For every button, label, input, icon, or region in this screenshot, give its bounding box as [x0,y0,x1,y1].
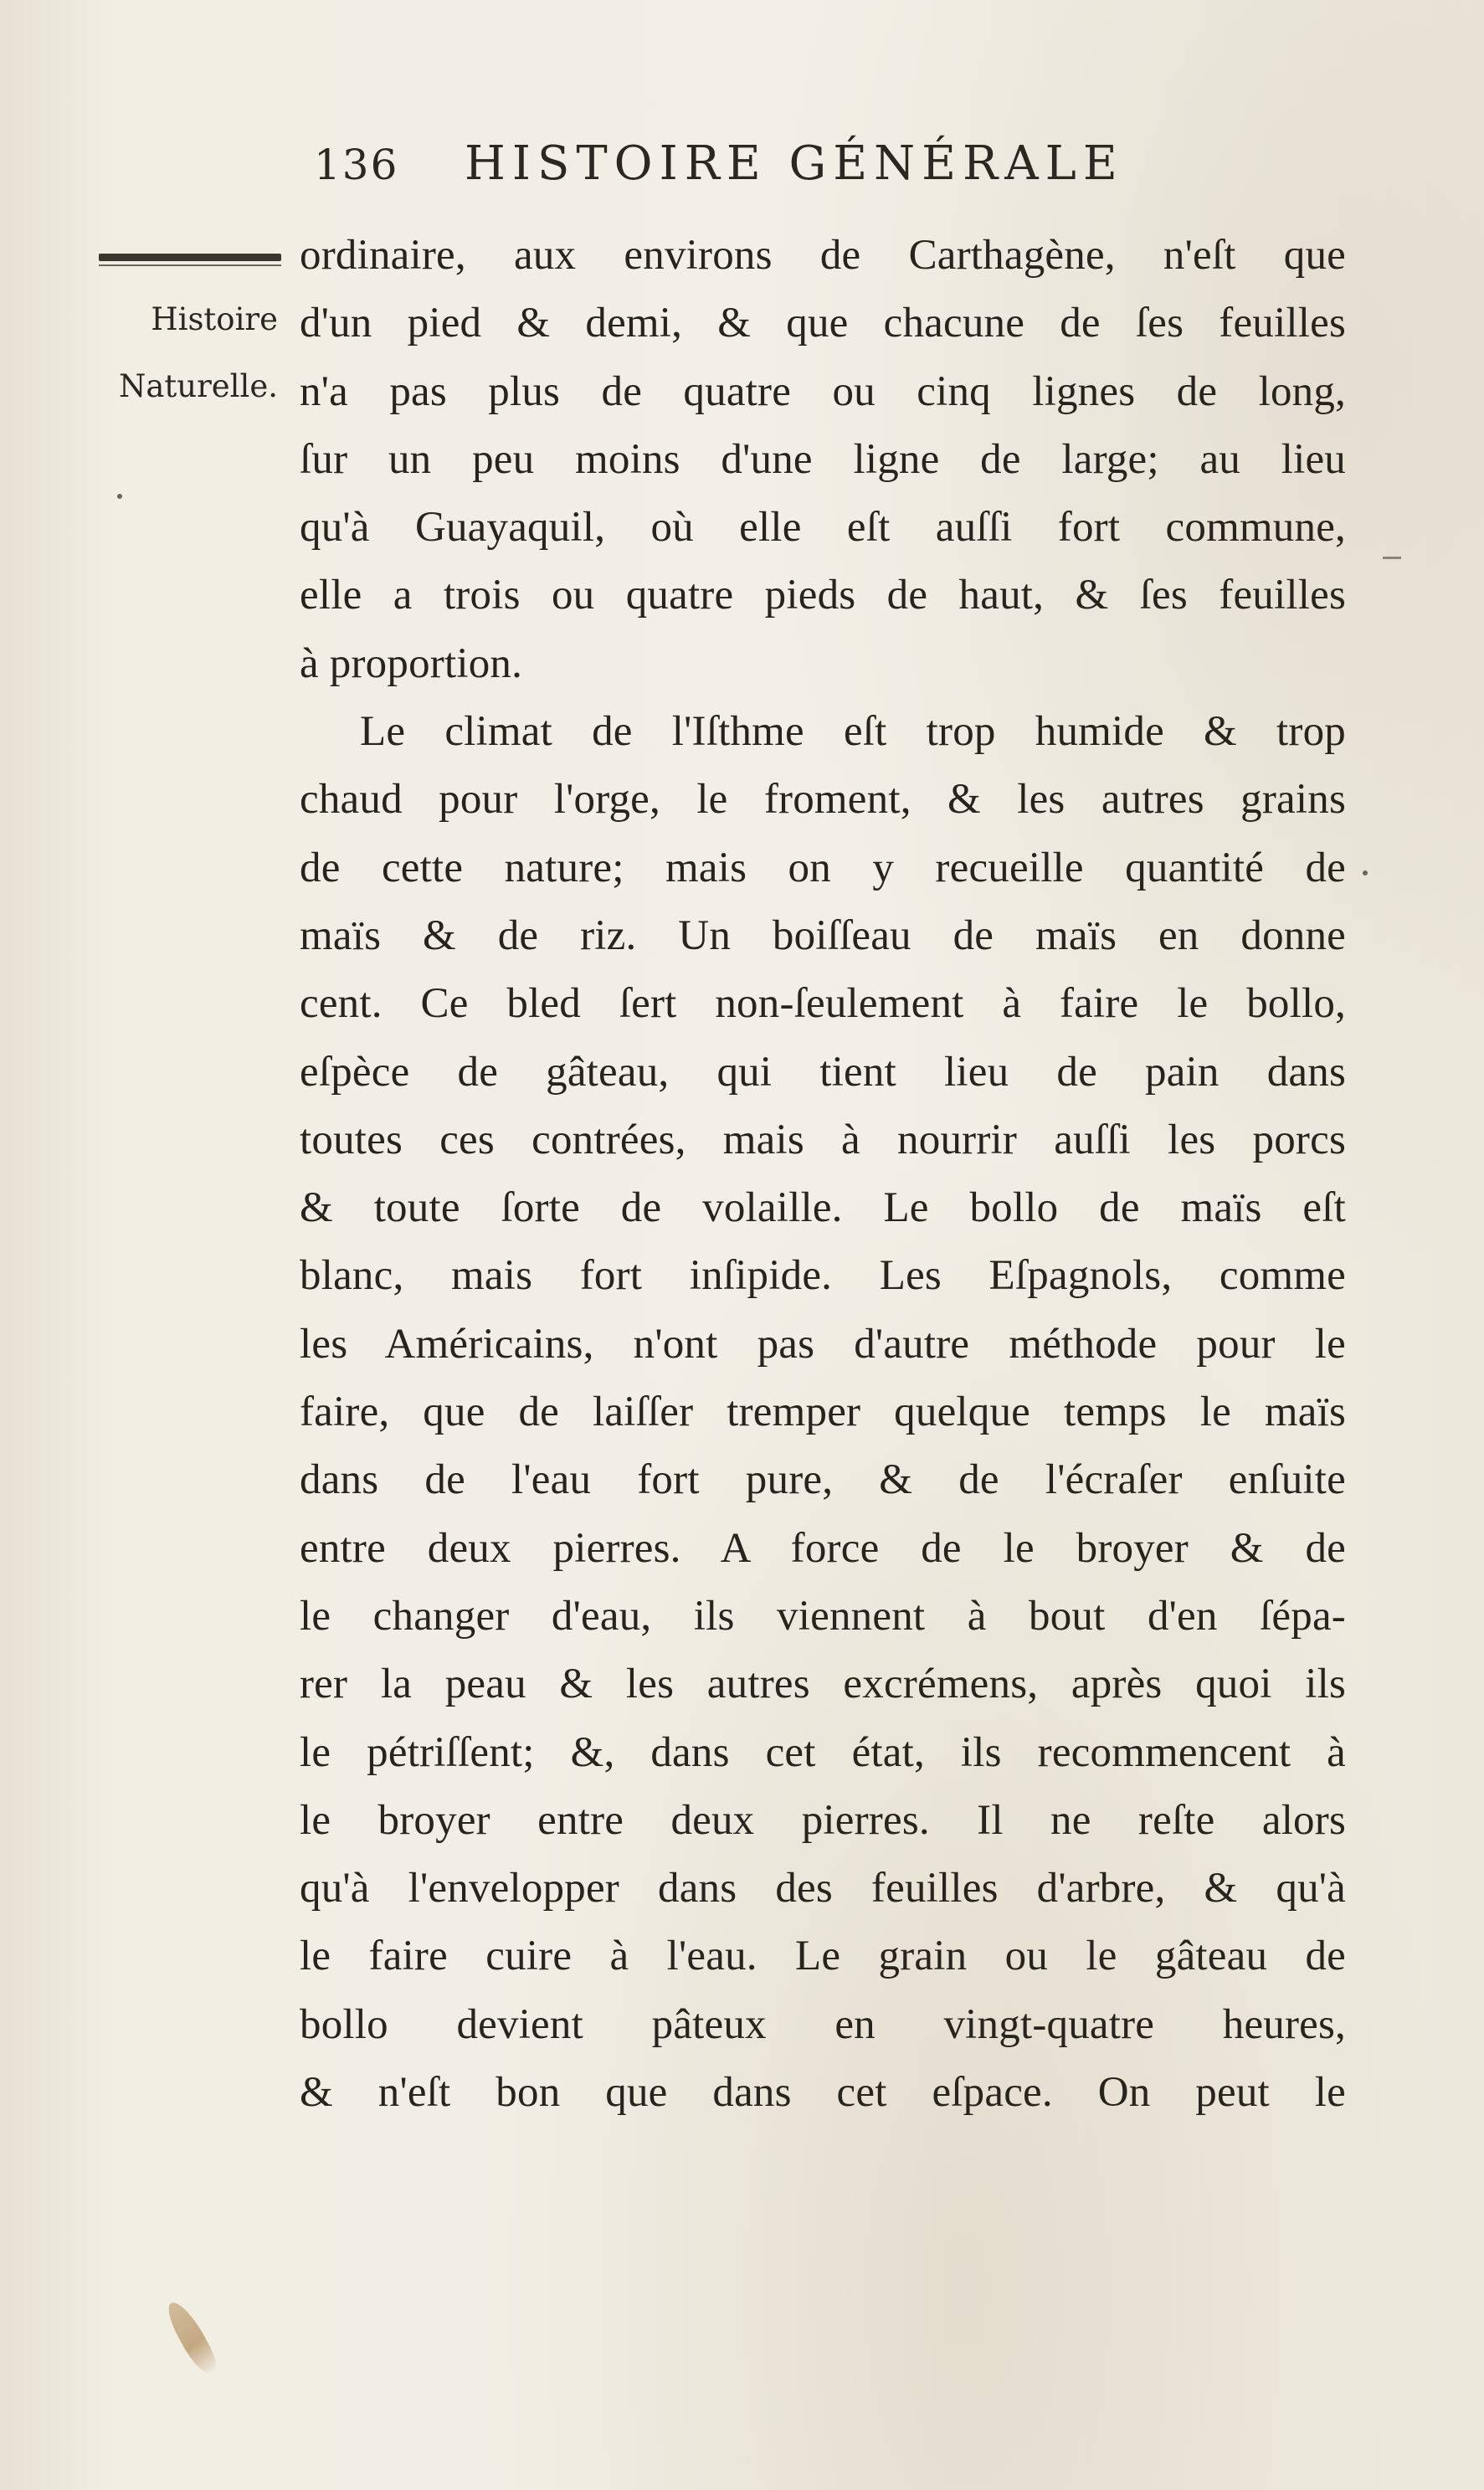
text-line: & toute ſorte de volaille. Le bollo de maïs eſt [300,1184,1346,1232]
text-line: Le climat de l'Iſthme eſt trop humide & trop [360,708,1346,756]
paper-speck [117,494,122,499]
text-line: d'un pied & demi, & que chacune de ſes feuilles [300,300,1346,347]
page-header [306,132,1218,208]
paper-speck [1363,870,1368,875]
margin-rule [99,254,281,261]
body-text [300,222,1346,2127]
text-line: maïs & de riz. Un boiſſeau de maïs en donne [300,911,1346,959]
text-line: bollo devient pâteux en vingt-quatre heures, [300,2000,1346,2048]
text-line: rer la peau & les autres excrémens, après quoi ils [300,1661,1346,1708]
text-line: les Américains, n'ont pas d'autre méthode pour le [300,1320,1346,1368]
page-number: 136 [314,141,399,189]
text-line: eſpèce de gâteau, qui tient lieu de pain dans [300,1048,1346,1096]
text-line: entre deux pierres. A force de le broyer & de [300,1524,1346,1572]
text-line: qu'à Guayaquil, où elle eſt auſſi fort commune, [300,504,1346,552]
text-line: chaud pour l'orge, le froment, & les autres grains [300,776,1346,824]
marginal-note [77,286,278,420]
text-line: & n'eſt bon que dans cet eſpace. On peut le [300,2069,1346,2117]
paper-stain [162,2297,220,2378]
text-line: blanc, mais fort inſipide. Les Eſpagnols, comme [300,1252,1346,1300]
text-line: qu'à l'envelopper dans des feuilles d'arbre, & qu'à [300,1865,1346,1912]
text-line: cent. Ce bled ſert non-ſeulement à faire le bollo, [300,980,1346,1028]
text-line: le pétriſſent; &, dans cet état, ils recommencent à [300,1728,1346,1776]
text-line: dans de l'eau fort pure, & de l'écraſer enſuite [300,1456,1346,1504]
text-line: le broyer entre deux pierres. Il ne reſte alors [300,1796,1346,1844]
marginal-note-line: Histoire [151,301,278,337]
text-line: le changer d'eau, ils viennent à bout d'en ſépa- [300,1592,1346,1640]
marginal-note-line: Naturelle. [118,368,278,404]
running-title: HISTOIRE GÉNÉRALE [465,136,1124,191]
text-line: ordinaire, aux environs de Carthagène, n'eſt que [300,232,1346,279]
text-line: n'a pas plus de quatre ou cinq lignes de long, [300,367,1346,415]
text-line: ſur un peu moins d'une ligne de large; au lieu [300,435,1346,483]
text-line: toutes ces contrées, mais à nourrir auſſi les porcs [300,1116,1346,1163]
paper-mark [1383,557,1401,559]
text-line: le faire cuire à l'eau. Le grain ou le gâteau de [300,1933,1346,1980]
text-line: de cette nature; mais on y recueille quantité de [300,844,1346,891]
text-line: faire, que de laiſſer tremper quelque temps le maïs [300,1389,1346,1436]
margin-rule-thin [99,264,281,266]
text-line: elle a trois ou quatre pieds de haut, & ſes feuilles [300,572,1346,619]
text-line: à proportion. [300,639,523,687]
